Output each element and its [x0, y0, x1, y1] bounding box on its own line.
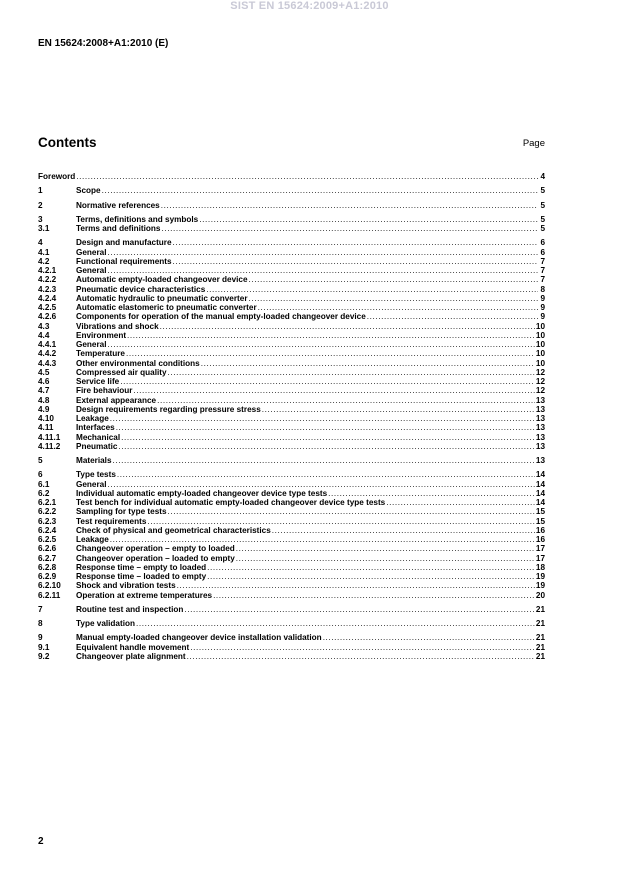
dot-leader	[187, 652, 535, 661]
toc-entry[interactable]	[38, 489, 545, 498]
toc-entry-title[interactable]: Vibrations and shock	[76, 321, 159, 331]
dot-leader	[108, 480, 535, 489]
toc-entry[interactable]	[38, 186, 545, 195]
toc-entry-title[interactable]: Leakage	[76, 414, 109, 423]
toc-entry[interactable]	[38, 396, 545, 405]
toc-entry-title[interactable]: Automatic empty-loaded changeover device	[76, 275, 248, 285]
toc-entry-page: 21	[535, 651, 545, 661]
toc-entry-page: 7	[540, 266, 545, 275]
toc-entry-page: 9	[540, 293, 545, 303]
toc-entry[interactable]	[38, 285, 545, 294]
toc-entry-title[interactable]: Test bench for individual automatic empty-loaded changeover device type tests	[76, 498, 386, 507]
toc-entry-title[interactable]: General	[76, 266, 107, 275]
toc-entry-title[interactable]: Shock and vibration tests	[76, 581, 176, 591]
toc-entry-page: 12	[535, 367, 545, 377]
toc-entry-number: 4.10	[38, 414, 54, 423]
toc-entry-number: 6.2.2	[38, 507, 57, 517]
toc-entry-number: 4.4.3	[38, 358, 57, 368]
toc-entry-page: 17	[535, 544, 545, 554]
toc-entry-title[interactable]: Individual automatic empty-loaded changeover device type tests	[76, 488, 328, 498]
toc-entry[interactable]	[38, 368, 545, 377]
dot-leader	[76, 172, 538, 181]
toc-entry-page: 14	[535, 488, 545, 498]
toc-entry[interactable]	[38, 544, 545, 553]
toc-entry-page: 18	[535, 562, 545, 572]
dot-leader	[126, 349, 535, 358]
dot-leader	[102, 186, 538, 195]
toc-entry-page: 21	[535, 604, 545, 614]
toc-entry[interactable]	[38, 303, 545, 312]
toc-entry-title[interactable]: Changeover operation – loaded to empty	[76, 553, 235, 563]
toc-entry-title[interactable]: Normative references	[76, 200, 160, 210]
dot-leader	[199, 215, 538, 224]
toc-entry-page: 21	[535, 633, 545, 643]
toc-entry[interactable]	[38, 633, 545, 642]
toc-entry-title[interactable]: Response time – loaded to empty	[76, 572, 207, 581]
dot-leader	[207, 563, 535, 572]
toc-entry-number: 9	[38, 633, 43, 643]
toc-entry-page: 13	[535, 432, 545, 442]
toc-entry-title[interactable]: Scope	[76, 186, 101, 196]
dot-leader	[157, 396, 535, 405]
toc-entry[interactable]	[38, 581, 545, 590]
toc-entry-page: 14	[535, 498, 545, 507]
dot-leader	[127, 331, 535, 340]
toc-entry[interactable]	[38, 257, 545, 266]
dot-leader	[161, 224, 538, 233]
toc-entry-title[interactable]: Response time – empty to loaded	[76, 562, 207, 572]
toc-entry-page: 13	[535, 423, 545, 433]
table-of-contents	[38, 172, 545, 661]
toc-entry[interactable]	[38, 294, 545, 303]
dot-leader	[110, 535, 535, 544]
toc-entry-page: 10	[535, 330, 545, 340]
dot-leader	[133, 386, 534, 395]
watermark: SIST EN 15624:2009+A1:2010	[230, 0, 389, 12]
dot-leader	[108, 248, 539, 257]
toc-entry-page: 6	[540, 238, 545, 248]
toc-entry-title[interactable]: General	[76, 479, 107, 489]
toc-entry-number: 4.8	[38, 395, 50, 405]
toc-entry-page: 6	[540, 247, 545, 257]
toc-entry-title[interactable]: Design requirements regarding pressure stress	[76, 404, 261, 414]
dot-leader	[201, 359, 535, 368]
toc-entry-page: 15	[535, 507, 545, 517]
toc-entry-page: 20	[535, 590, 545, 600]
toc-entry-title[interactable]: Test requirements	[76, 516, 147, 526]
toc-entry[interactable]	[38, 238, 545, 247]
toc-entry[interactable]	[38, 201, 545, 210]
dot-leader	[386, 498, 535, 507]
toc-entry-number: 6.1	[38, 479, 50, 489]
toc-entry-number: 4.2.3	[38, 284, 57, 294]
toc-entry[interactable]	[38, 643, 545, 652]
toc-entry-title[interactable]: Functional requirements	[76, 256, 172, 266]
dot-leader	[118, 442, 534, 451]
toc-entry[interactable]	[38, 572, 545, 581]
toc-entry-title[interactable]: Design and manufacture	[76, 238, 172, 248]
toc-entry-title[interactable]: Components for operation of the manual empty-loaded changeover device	[76, 312, 366, 322]
dot-leader	[206, 285, 538, 294]
dot-leader	[173, 257, 538, 266]
dot-leader	[136, 619, 535, 628]
toc-entry-number: 6	[38, 470, 43, 480]
toc-entry-number: 4.6	[38, 377, 50, 386]
dot-leader	[213, 591, 535, 600]
dot-leader	[190, 643, 535, 652]
toc-entry[interactable]	[38, 248, 545, 257]
toc-entry-number: 7	[38, 604, 43, 614]
toc-entry-number: 4.2.4	[38, 293, 57, 303]
toc-entry-number: 6.2.8	[38, 562, 57, 572]
dot-leader	[116, 423, 535, 432]
toc-entry-page: 10	[535, 358, 545, 368]
toc-entry-title[interactable]: Terms and definitions	[76, 224, 161, 233]
toc-entry-title[interactable]: Temperature	[76, 349, 125, 359]
toc-entry-title[interactable]: Type tests	[76, 470, 116, 480]
toc-entry-number: 6.2.4	[38, 525, 57, 535]
dot-leader	[147, 517, 535, 526]
toc-entry-page: 13	[535, 404, 545, 414]
toc-entry-number: 6.2.3	[38, 516, 57, 526]
toc-entry-page: 9	[540, 312, 545, 322]
toc-entry-page: 21	[535, 619, 545, 628]
toc-entry[interactable]	[38, 331, 545, 340]
toc-entry[interactable]	[38, 359, 545, 368]
toc-entry[interactable]	[38, 414, 545, 423]
document-id: EN 15624:2008+A1:2010 (E)	[38, 38, 169, 49]
toc-entry[interactable]	[38, 652, 545, 661]
toc-entry[interactable]	[38, 480, 545, 489]
toc-entry-page: 12	[535, 386, 545, 396]
toc-entry-title[interactable]: Equivalent handle movement	[76, 642, 190, 652]
toc-entry[interactable]	[38, 563, 545, 572]
toc-entry-title[interactable]: General	[76, 247, 107, 257]
toc-entry-title[interactable]: Pneumatic device characteristics	[76, 284, 206, 294]
dot-leader	[184, 605, 535, 614]
toc-entry[interactable]	[38, 377, 545, 386]
toc-entry-title[interactable]: External appearance	[76, 395, 157, 405]
toc-entry-title[interactable]: Sampling for type tests	[76, 507, 167, 517]
toc-entry-title[interactable]: Type validation	[76, 619, 135, 628]
toc-entry[interactable]	[38, 591, 545, 600]
dot-leader	[168, 368, 535, 377]
dot-leader	[272, 526, 535, 535]
toc-entry-number: 4.11.1	[38, 432, 61, 442]
dot-leader	[108, 340, 535, 349]
toc-entry-title[interactable]: Materials	[76, 456, 112, 465]
toc-entry[interactable]	[38, 266, 545, 275]
toc-entry-title[interactable]: Leakage	[76, 535, 109, 544]
toc-entry-number: 3	[38, 214, 43, 224]
toc-entry-page: 10	[535, 321, 545, 331]
toc-entry-title[interactable]: Mechanical	[76, 432, 121, 442]
toc-entry-title[interactable]: Manual empty-loaded changeover device installation validation	[76, 633, 322, 643]
toc-entry-title[interactable]: Foreword	[38, 172, 76, 181]
toc-entry-number: 6.2.7	[38, 553, 57, 563]
toc-entry-number: 4.7	[38, 386, 50, 396]
toc-entry-page: 10	[535, 340, 545, 349]
toc-entry-title[interactable]: Compressed air quality	[76, 367, 167, 377]
toc-entry-title[interactable]: Operation at extreme temperatures	[76, 590, 213, 600]
toc-entry[interactable]	[38, 517, 545, 526]
toc-entry-page: 9	[540, 303, 545, 312]
dot-leader	[323, 633, 535, 642]
dot-leader	[110, 414, 535, 423]
toc-entry[interactable]	[38, 470, 545, 479]
toc-entry-number: 4	[38, 238, 43, 248]
toc-entry-title[interactable]: Service life	[76, 377, 120, 386]
toc-entry-number: 4.4	[38, 330, 50, 340]
toc-entry-page: 4	[540, 172, 545, 181]
toc-entry-number: 4.11	[38, 423, 54, 433]
toc-entry-page: 16	[535, 535, 545, 544]
toc-entry-page: 16	[535, 525, 545, 535]
toc-entry[interactable]	[38, 507, 545, 516]
dot-leader	[117, 470, 535, 479]
toc-entry-page: 7	[540, 275, 545, 285]
toc-entry-number: 6.2.10	[38, 581, 61, 591]
toc-entry-number: 4.2.2	[38, 275, 57, 285]
toc-entry-number: 4.5	[38, 367, 50, 377]
toc-entry[interactable]	[38, 224, 545, 233]
dot-leader	[168, 507, 535, 516]
toc-entry-number: 4.2.5	[38, 303, 57, 312]
toc-entry-title[interactable]: Environment	[76, 330, 127, 340]
toc-entry[interactable]	[38, 442, 545, 451]
toc-entry-page: 21	[535, 642, 545, 652]
toc-entry-number: 9.2	[38, 651, 50, 661]
toc-entry[interactable]	[38, 215, 545, 224]
toc-entry[interactable]	[38, 172, 545, 181]
toc-entry[interactable]	[38, 423, 545, 432]
toc-entry-number: 6.2.6	[38, 544, 57, 554]
toc-entry-number: 6.2.11	[38, 590, 61, 600]
toc-entry-page: 17	[535, 553, 545, 563]
toc-entry[interactable]	[38, 498, 545, 507]
toc-entry[interactable]	[38, 605, 545, 614]
dot-leader	[328, 489, 535, 498]
dot-leader	[120, 377, 535, 386]
toc-entry-number: 5	[38, 456, 43, 465]
toc-entry[interactable]	[38, 340, 545, 349]
toc-entry-number: 6.2.1	[38, 498, 57, 507]
toc-entry-page: 13	[535, 456, 545, 465]
toc-entry[interactable]	[38, 349, 545, 358]
toc-entry-title[interactable]: Interfaces	[76, 423, 115, 433]
toc-entry[interactable]	[38, 619, 545, 628]
dot-leader	[207, 572, 535, 581]
toc-entry-title[interactable]: Automatic elastomeric to pneumatic converter	[76, 303, 257, 312]
contents-title: Contents	[38, 135, 97, 150]
dot-leader	[160, 322, 535, 331]
toc-entry-page: 10	[535, 349, 545, 359]
toc-entry[interactable]	[38, 535, 545, 544]
toc-entry-number: 4.4.1	[38, 340, 57, 349]
toc-entry-page: 5	[540, 214, 545, 224]
toc-entry-number: 1	[38, 186, 43, 196]
toc-entry[interactable]	[38, 322, 545, 331]
toc-entry-number: 4.2.6	[38, 312, 57, 322]
toc-entry-number: 2	[38, 200, 43, 210]
toc-entry[interactable]	[38, 405, 545, 414]
toc-entry-title[interactable]: Pneumatic	[76, 441, 118, 451]
toc-entry-number: 4.4.2	[38, 349, 57, 359]
toc-entry-page: 13	[535, 395, 545, 405]
dot-leader	[258, 303, 538, 312]
dot-leader	[113, 456, 535, 465]
toc-entry-number: 4.2.1	[38, 266, 57, 275]
page-number: 2	[38, 836, 44, 847]
toc-entry[interactable]	[38, 554, 545, 563]
dot-leader	[108, 266, 539, 275]
dot-leader	[236, 544, 535, 553]
toc-entry-title[interactable]: Changeover operation – empty to loaded	[76, 544, 235, 554]
toc-entry-number: 4.11.2	[38, 441, 61, 451]
toc-entry-number: 6.2	[38, 488, 50, 498]
toc-entry-number: 9.1	[38, 642, 50, 652]
toc-entry-page: 5	[540, 200, 545, 210]
toc-entry-page: 5	[540, 186, 545, 196]
toc-entry-number: 4.9	[38, 404, 50, 414]
dot-leader	[262, 405, 535, 414]
toc-entry-title[interactable]: Terms, definitions and symbols	[76, 214, 199, 224]
page-column-label: Page	[522, 138, 545, 149]
toc-entry[interactable]	[38, 386, 545, 395]
toc-entry-title[interactable]: General	[76, 340, 107, 349]
dot-leader	[367, 312, 538, 321]
toc-entry[interactable]	[38, 456, 545, 465]
toc-entry-page: 13	[535, 441, 545, 451]
toc-entry-title[interactable]: Other environmental conditions	[76, 358, 200, 368]
toc-entry-page: 8	[540, 284, 545, 294]
toc-entry[interactable]	[38, 275, 545, 284]
toc-entry-page: 19	[535, 572, 545, 581]
toc-entry-number: 6.2.5	[38, 535, 57, 544]
toc-entry-title[interactable]: Check of physical and geometrical characteristics	[76, 525, 271, 535]
toc-entry-number: 3.1	[38, 224, 50, 233]
toc-entry[interactable]	[38, 312, 545, 321]
toc-entry-number: 4.3	[38, 321, 50, 331]
toc-entry-number: 4.1	[38, 247, 50, 257]
dot-leader	[249, 294, 538, 303]
toc-entry-number: 4.2	[38, 256, 50, 266]
dot-leader	[177, 581, 535, 590]
toc-entry-page: 14	[535, 470, 545, 480]
toc-entry-page: 15	[535, 516, 545, 526]
dot-leader	[236, 554, 535, 563]
toc-entry-page: 12	[535, 377, 545, 386]
toc-entry[interactable]	[38, 526, 545, 535]
dot-leader	[249, 275, 538, 284]
dot-leader	[121, 433, 535, 442]
toc-entry[interactable]	[38, 433, 545, 442]
toc-entry-page: 19	[535, 581, 545, 591]
dot-leader	[173, 238, 538, 247]
toc-entry-page: 7	[540, 256, 545, 266]
dot-leader	[161, 201, 538, 210]
toc-entry-page: 13	[535, 414, 545, 423]
toc-entry-title[interactable]: Changeover plate alignment	[76, 651, 186, 661]
toc-entry-title[interactable]: Routine test and inspection	[76, 604, 184, 614]
toc-entry-title[interactable]: Fire behaviour	[76, 386, 133, 396]
toc-entry-number: 6.2.9	[38, 572, 57, 581]
toc-entry-number: 8	[38, 619, 43, 628]
toc-entry-page: 14	[535, 479, 545, 489]
toc-entry-page: 5	[540, 224, 545, 233]
toc-entry-title[interactable]: Automatic hydraulic to pneumatic converter	[76, 293, 248, 303]
